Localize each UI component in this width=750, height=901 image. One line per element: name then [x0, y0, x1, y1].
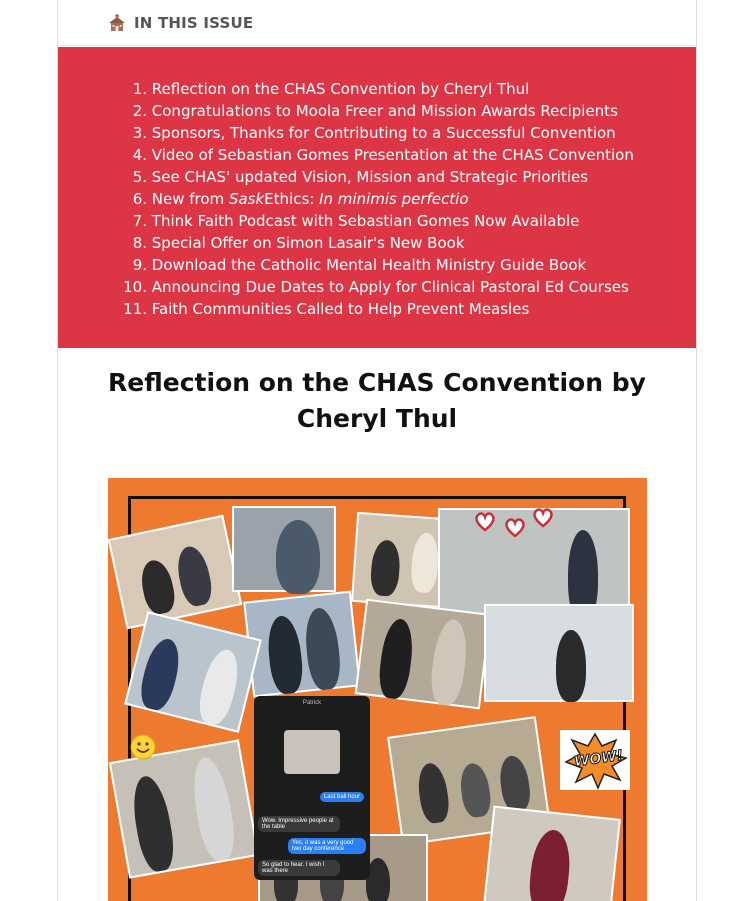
convention-collage-image: [108, 478, 647, 901]
toc-item-1[interactable]: 1. Reflection on the CHAS Convention by Cheryl Thul: [132, 80, 530, 98]
collage-phone-messages: Patrick Last ball hour Wow. Impressive people at the table Yes, it was a very good two day conference So glad to hear. I wish I was there: [254, 696, 370, 880]
collage-photo-lectern: [484, 604, 634, 702]
church-icon: [108, 14, 126, 32]
issue-header-title: IN THIS ISSUE: [134, 13, 254, 32]
toc-item-4[interactable]: 4. Video of Sebastian Gomes Presentation at the CHAS Convention: [132, 146, 634, 164]
table-of-contents: [58, 47, 696, 348]
toc-list: [116, 78, 634, 320]
collage-photo-speaker: [232, 506, 336, 592]
wow-sticker: WOW!: [560, 730, 630, 790]
heart-icon: [474, 512, 496, 532]
heart-icon: [532, 508, 554, 528]
toc-item-10[interactable]: 10. Announcing Due Dates to Apply for Clinical Pastoral Ed Courses: [123, 278, 629, 296]
heart-icon: [504, 518, 526, 538]
smiley-icon: [130, 734, 156, 760]
issue-header: [58, 0, 696, 46]
collage-photo-two-men: [109, 739, 259, 878]
collage-photo-woman-speaker: [483, 806, 621, 901]
newsletter-frame: [57, 0, 697, 901]
toc-item-6[interactable]: 6. New from SaskEthics: In minimis perfectio: [132, 190, 469, 208]
collage-photo-award: [243, 591, 360, 698]
article-title: Reflection on the CHAS Convention by Cheryl Thul: [108, 368, 646, 433]
collage-photo-award-2: [355, 599, 492, 710]
toc-item-8[interactable]: 8. Special Offer on Simon Lasair's New Book: [132, 234, 465, 252]
toc-item-9[interactable]: 9. Download the Catholic Mental Health Ministry Guide Book: [132, 256, 587, 274]
toc-item-2[interactable]: 2. Congratulations to Moola Freer and Mission Awards Recipients: [132, 102, 618, 120]
toc-item-11[interactable]: 11. Faith Communities Called to Help Prevent Measles: [123, 300, 530, 318]
toc-item-3[interactable]: 3. Sponsors, Thanks for Contributing to a Successful Convention: [132, 124, 616, 142]
toc-item-5[interactable]: 5. See CHAS' updated Vision, Mission and Strategic Priorities: [132, 168, 589, 186]
toc-item-7[interactable]: 7. Think Faith Podcast with Sebastian Gomes Now Available: [132, 212, 580, 230]
